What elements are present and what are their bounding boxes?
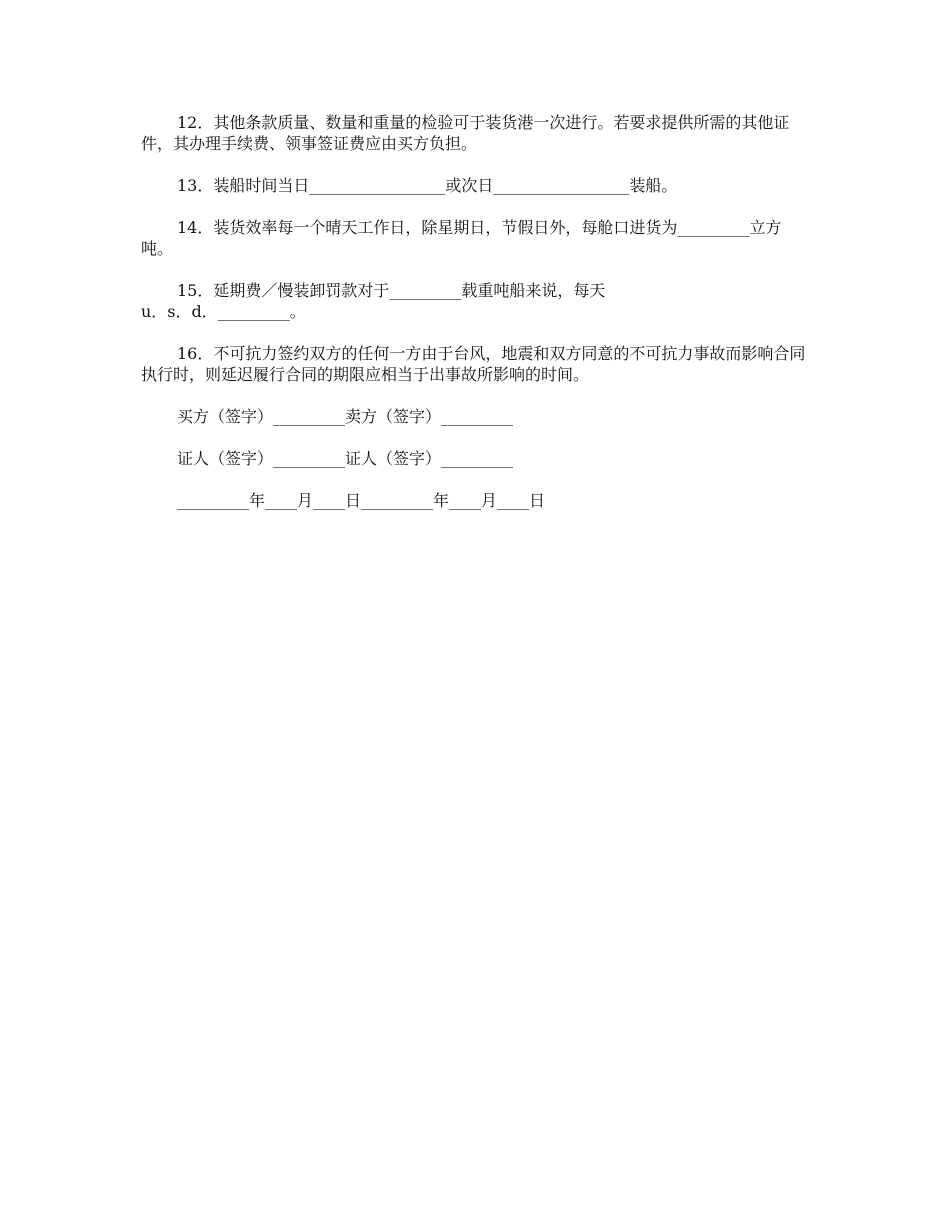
signature-dates: _________年____月____日_________年____月____日 <box>177 491 546 510</box>
signature-parties: 买方（签字）_________卖方（签字）_________ <box>177 407 514 426</box>
clause-15-line-1: 15．延期费／慢装卸罚款对于_________载重吨船来说，每天 <box>177 281 606 300</box>
clause-12: 12．其他条款质量、数量和重量的检验可于装货港一次进行。若要求提供所需的其他证件，其办理手续费、领事签证费应由买方负担。 <box>141 113 790 153</box>
clause-15-line-2: u．s．d．_________。 <box>141 302 306 321</box>
clause-16: 16．不可抗力签约双方的任何一方由于台风，地震和双方同意的不可抗力事故而影响合同执行时，则延迟履行合同的期限应相当于出事故所影响的时间。 <box>141 344 806 384</box>
signature-witnesses: 证人（签字）_________证人（签字）_________ <box>177 449 514 468</box>
document-body <box>141 112 811 511</box>
clause-13: 13．装船时间当日_________________或次日_________________装船。 <box>177 176 678 195</box>
clause-14: 14．装货效率每一个晴天工作日，除星期日，节假日外，每舱口进货为_________立方吨。 <box>141 218 782 258</box>
